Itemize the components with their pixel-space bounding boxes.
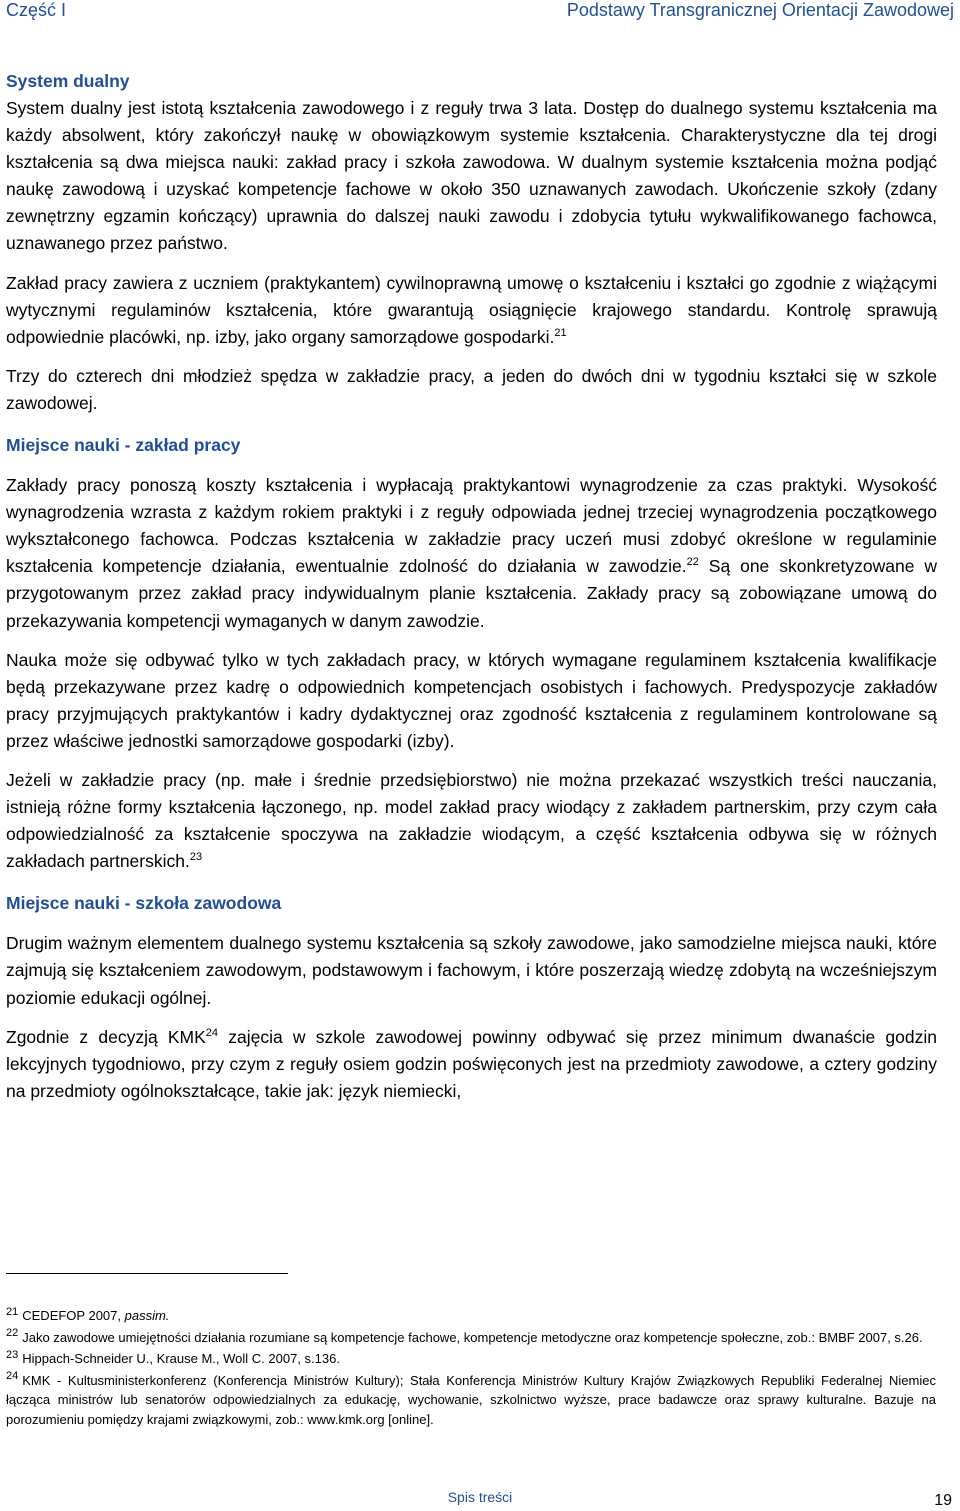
footnote-ref-24[interactable]: 24 xyxy=(205,1026,219,1039)
paragraph-text: Trzy do czterech dni młodzież spędza w zakładzie pracy, a jeden do dwóch dni w tygodniu kształci się w szkole zawodowej. xyxy=(6,365,937,413)
paragraph xyxy=(6,930,937,1011)
paragraph xyxy=(6,363,937,417)
footnote-ref-21[interactable]: 21 xyxy=(554,326,567,339)
paragraph xyxy=(6,472,937,635)
footnote-text: CEDEFOP 2007, xyxy=(22,1308,125,1323)
section-heading-workplace: Miejsce nauki - zakład pracy xyxy=(6,435,241,456)
header-part-label: Część I xyxy=(6,0,67,20)
paragraph xyxy=(6,95,937,258)
paragraph-text: Zgodnie z decyzją KMK xyxy=(6,1026,206,1047)
document-body xyxy=(6,68,937,1117)
footnote-22 xyxy=(6,1328,936,1348)
footnote-text: Jako zawodowe umiejętności działania rozumiane są kompetencje fachowe, kompetencje metodyczne oraz kompetencje społeczne, zob.: BMBF 2007, s.26. xyxy=(22,1329,923,1345)
paragraph-text: System dualny jest istotą kształcenia zawodowego i z reguły trwa 3 lata. Dostęp do dualnego systemu kształcenia ma każdy absolwent, który zakończył naukę w obowiązkowym systemie kształcenia. Charakterystyczne dla tej drogi kształcenia są dwa miejsca nauki: zakład pracy i szkoła zawodowa. W dualnym systemie kształcenia można podjąć naukę zawodową i uzyskać kompetencje fachowe w około 350 uznawanych zawodach. Ukończenie szkoły (zdany zewnętrzny egzamin kończący) uprawnia do dalszej nauki zawodu i zdobycia tytułu wykwalifikowanego fachowca, uznawanego przez państwo. xyxy=(6,98,937,254)
footnote-number: 22 xyxy=(6,1327,19,1340)
footnote-text: KMK - Kultusministerkonferenz (Konferencja Ministrów Kultury); Stała Konferencja Ministrów Kultury Krajów Związkowych Republiki Federalnej Niemiec łącząca ministrów lub senatorów odpowiedzialnych za edukację, wychowanie, szkolnictwo wyższe, prace badawcze oraz sprawy kulturalne. Bazuje na porozumieniu pomiędzy krajami związkowymi, zob.: www.kmk.org [online]. xyxy=(6,1372,936,1427)
footnote-number: 24 xyxy=(6,1370,19,1383)
footnote-ref-23[interactable]: 23 xyxy=(189,851,203,864)
paragraph-text: Drugim ważnym elementem dualnego systemu kształcenia są szkoły zawodowe, jako samodzielne miejsca nauki, które zajmują się kształceniem zawodowym, podstawowym i fachowym, i które poszerzają wiedzę zdobytą na wcześniejszym poziomie edukacji ogólnej. xyxy=(6,933,937,1008)
footnote-24 xyxy=(6,1371,936,1430)
paragraph xyxy=(6,1024,937,1105)
paragraph-text: Zakład pracy zawiera z uczniem (praktykantem) cywilnoprawną umowę o kształceniu i kształci go zgodnie z wiążącymi wytycznymi regulaminów kształcenia, które gwarantują osiągnięcie krajowego standardu. Kontrolę sprawują odpowiednie placówki, np. izby, jako organy samorządowe gospodarki. xyxy=(6,272,937,347)
paragraph-text: Nauka może się odbywać tylko w tych zakładach pracy, w których wymagane regulaminem kształcenia kwalifikacje będą przekazywane przez kadrę o odpowiednich kompetencjach osobistych i fachowych. Predyspozycje zakładów pracy przyjmujących praktykantów i kadry dydaktycznej oraz zgodność kształcenia z regulaminem kontrolowane są przez właściwe jednostki samorządowe gospodarki (izby). xyxy=(6,649,937,751)
footnote-ref-22[interactable]: 22 xyxy=(686,556,699,569)
paragraph-text: zajęcia w szkole zawodowej powinny odbywać się przez minimum dwanaście godzin lekcyjnych tygodniowo, przy czym z reguły osiem godzin poświęconych jest na przedmioty zawodowe, a cztery godziny na przedmioty ogólnokształcące, takie jak: język niemiecki, xyxy=(6,1026,937,1101)
paragraph-text: Są one skonkretyzowane w przygotowanym przez zakład pracy indywidualnym planie kształcenia. Zakłady pracy są zobowiązane umową do przekazywania kompetencji wymaganych w danym zawodzie. xyxy=(6,556,937,631)
footnote-text: Hippach-Schneider U., Krause M., Woll C. 2007, s.136. xyxy=(22,1351,340,1366)
footnote-23 xyxy=(6,1349,936,1369)
page-number: 19 xyxy=(934,1492,952,1509)
footnote-21 xyxy=(6,1306,936,1326)
footnote-separator xyxy=(6,1273,288,1274)
paragraph xyxy=(6,767,937,875)
paragraph xyxy=(6,647,937,755)
paragraph-text: Zakłady pracy ponoszą koszty kształcenia i wypłacają praktykantowi wynagrodzenie za czas praktyki. Wysokość wynagrodzenia wzrasta z każdym rokiem praktyki i z reguły odpowiada jednej trzeciej wynagrodzenia początkowego wykształconego fachowca. Podczas kształcenia w zakładzie pracy uczeń musi zdobyć określone w regulaminie kształcenia kompetencje działania, ewentualnie zdolność do działania w zawodzie. xyxy=(6,475,937,577)
table-of-contents-link[interactable]: Spis treści xyxy=(447,1489,513,1505)
section-heading-school: Miejsce nauki - szkoła zawodowa xyxy=(6,893,282,914)
header-document-title: Podstawy Transgranicznej Orientacji Zawodowej xyxy=(566,0,954,20)
footnotes xyxy=(6,1306,936,1431)
footnote-number: 23 xyxy=(6,1348,19,1361)
paragraph-text: Jeżeli w zakładzie pracy (np. małe i średnie przedsiębiorstwo) nie można przekazać wszystkich treści nauczania, istnieją różne formy kształcenia łączonego, np. model zakład pracy wiodący z zakładem partnerskim, przy czym cała odpowiedzialność za kształcenie spoczywa na zakładzie wiodącym, a część kształcenia odbywa się w różnych zakładach partnerskich. xyxy=(6,769,937,872)
paragraph xyxy=(6,270,937,351)
footnote-number: 21 xyxy=(6,1305,19,1318)
page-header xyxy=(6,0,954,24)
footnote-text-italic: passim. xyxy=(124,1308,170,1323)
section-heading-dual-system: System dualny xyxy=(6,71,130,91)
